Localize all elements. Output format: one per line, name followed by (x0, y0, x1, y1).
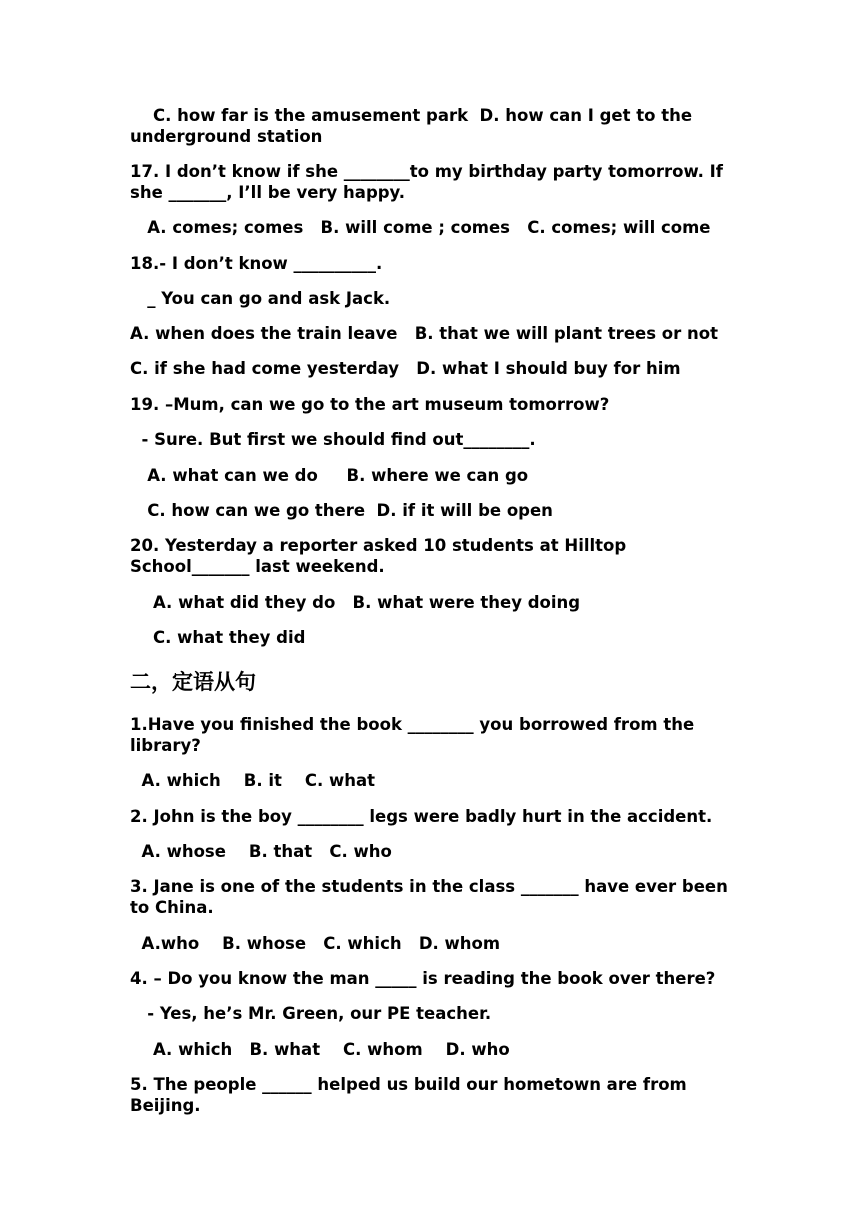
q17-stem: 17. I don’t know if she ________to my birthday party tomorrow. If she _______, I’ll be very happy. (130, 162, 729, 202)
rc-q3-stem: 3. Jane is one of the students in the class _______ have ever been to China. (130, 877, 734, 917)
q19-stem: 19. –Mum, can we go to the art museum tomorrow? (130, 395, 610, 414)
section-heading: 二，定语从句 (130, 670, 256, 694)
rc-q4-reply: - Yes, he’s Mr. Green, our PE teacher. (130, 1004, 492, 1023)
q19-reply: - Sure. But first we should find out________. (130, 430, 536, 449)
q18-stem: 18.- I don’t know __________. (130, 254, 383, 273)
rc-q2-stem: 2. John is the boy ________ legs were badly hurt in the accident. (130, 807, 713, 826)
q18-options-cd: C. if she had come yesterday D. what I should buy for him (130, 359, 681, 378)
q19-options-cd: C. how can we go there D. if it will be open (130, 501, 553, 520)
q20-stem: 20. Yesterday a reporter asked 10 students at Hilltop School_______ last weekend. (130, 536, 632, 576)
q19-options-ab: A. what can we do B. where we can go (130, 466, 529, 485)
rc-q5-stem: 5. The people ______ helped us build our hometown are from Beijing. (130, 1075, 693, 1115)
rc-q2-options: A. whose B. that C. who (130, 842, 392, 861)
q16-options-cd: C. how far is the amusement park D. how can I get to the underground station (130, 106, 698, 146)
rc-q4-options: A. which B. what C. whom D. who (130, 1040, 510, 1059)
q20-options-ab: A. what did they do B. what were they doing (130, 593, 581, 612)
q18-reply: _ You can go and ask Jack. (130, 289, 391, 308)
q17-options: A. comes; comes B. will come ; comes C. comes; will come (130, 218, 711, 237)
rc-q3-options: A.who B. whose C. which D. whom (130, 934, 501, 953)
rc-q1-stem: 1.Have you finished the book ________ you borrowed from the library? (130, 715, 700, 755)
q20-options-c: C. what they did (130, 628, 306, 647)
q18-options-ab: A. when does the train leave B. that we will plant trees or not (130, 324, 718, 343)
rc-q1-options: A. which B. it C. what (130, 771, 375, 790)
rc-q4-stem: 4. – Do you know the man _____ is reading the book over there? (130, 969, 716, 988)
